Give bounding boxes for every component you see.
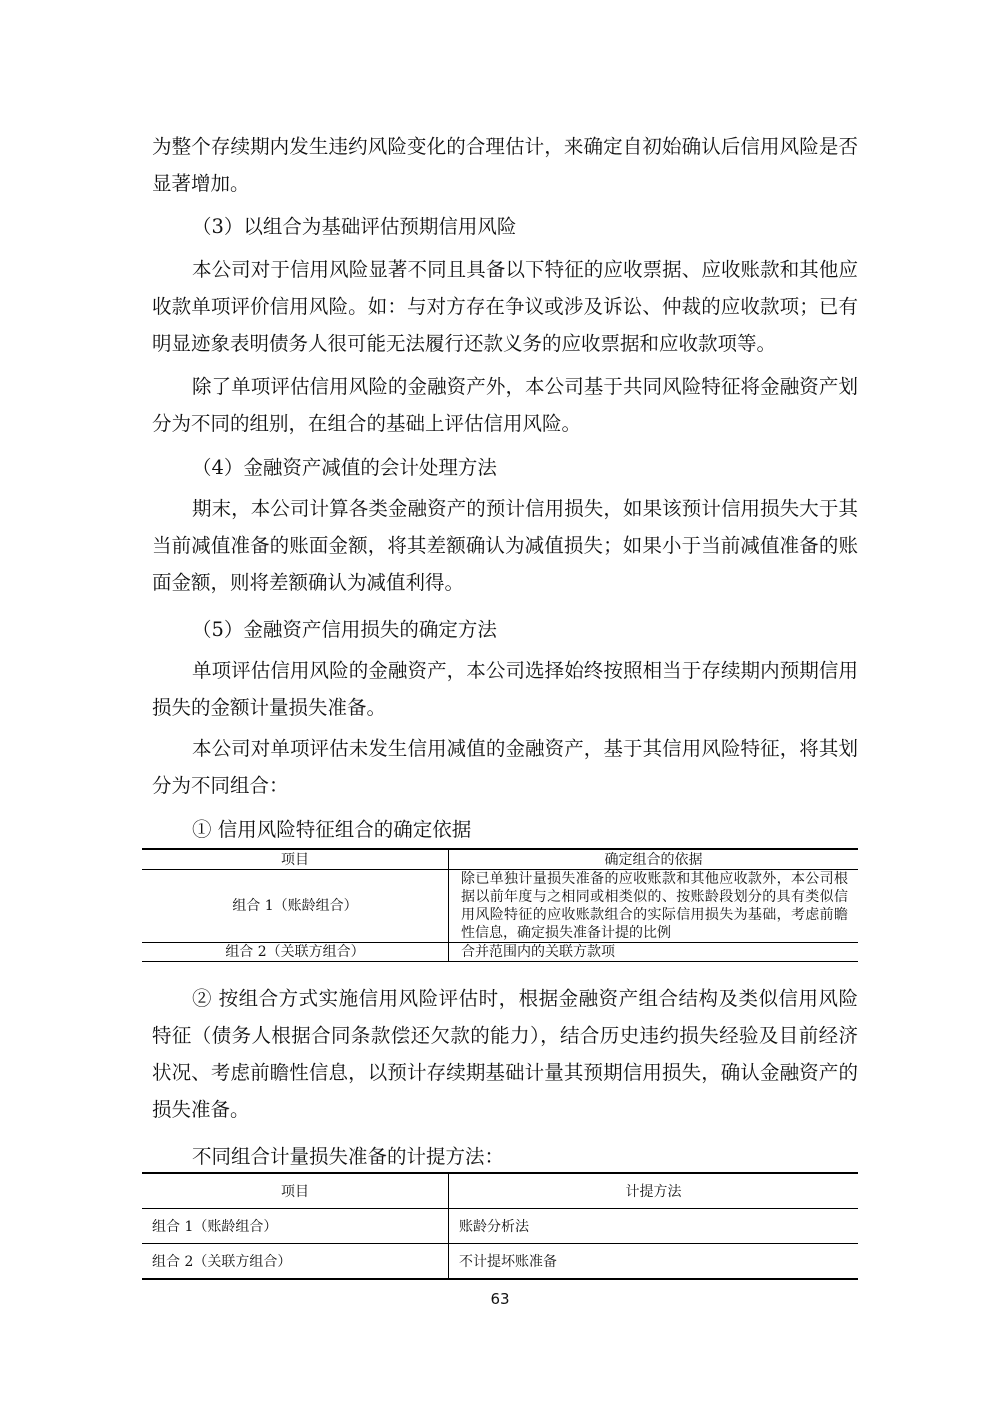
table-cell-method: 不计提坏账准备 xyxy=(449,1244,859,1280)
table-header-method: 计提方法 xyxy=(449,1173,859,1209)
section-heading-3: （3）以组合为基础评估预期信用风险 xyxy=(192,215,517,238)
paragraph-group-method: ② 按组合方式实施信用风险评估时，根据金融资产组合结构及类似信用风险特征（债务人根据合同条款偿还欠款的能力），结合历史违约损失经验及目前经济状况、考虑前瞻性信息，以预计存续期基础计量其预期信用损失，确认金融资产的损失准备。 xyxy=(152,987,858,1121)
paragraph-impairment-accounting: 期末，本公司计算各类金融资产的预计信用损失，如果该预计信用损失大于其当前减值准备的账面金额，将其差额确认为减值损失；如果小于当前减值准备的账面金额，则将差额确认为减值利得。 xyxy=(152,497,858,594)
paragraph-continuation: 为整个存续期内发生违约风险变化的合理估计，来确定自初始确认后信用风险是否显著增加。 xyxy=(152,135,858,195)
grouping-basis-table xyxy=(142,848,858,962)
page-number: 63 xyxy=(490,1290,510,1308)
provision-method-table xyxy=(142,1172,858,1280)
table-header-row xyxy=(142,1173,858,1209)
table-header-basis: 确定组合的依据 xyxy=(449,849,859,870)
table-cell-item: 组合 1（账龄组合） xyxy=(142,870,449,943)
paragraph-individual-loss: 单项评估信用风险的金融资产，本公司选择始终按照相当于存续期内预期信用损失的金额计量损失准备。 xyxy=(152,659,858,719)
table-cell-item: 组合 1（账龄组合） xyxy=(142,1209,449,1244)
table-header-item: 项目 xyxy=(142,1173,449,1209)
table2-caption: 不同组合计量损失准备的计提方法： xyxy=(192,1145,505,1168)
table-header-item: 项目 xyxy=(142,849,449,870)
table-cell-item: 组合 2（关联方组合） xyxy=(142,943,449,962)
table1-caption: ① 信用风险特征组合的确定依据 xyxy=(192,818,472,841)
paragraph-individual-assessment: 本公司对于信用风险显著不同且具备以下特征的应收票据、应收账款和其他应收款单项评价信用风险。如：与对方存在争议或涉及诉讼、仲裁的应收款项；已有明显迹象表明债务人很可能无法履行还款义务的应收票据和应收款项等。 xyxy=(152,258,858,355)
table-row xyxy=(142,943,858,962)
paragraph-grouping: 本公司对单项评估未发生信用减值的金融资产，基于其信用风险特征，将其划分为不同组合： xyxy=(152,737,858,797)
section-heading-4: （4）金融资产减值的会计处理方法 xyxy=(192,456,497,479)
table-header-row xyxy=(142,849,858,870)
table-row xyxy=(142,870,858,943)
table-cell-basis: 除已单独计量损失准备的应收账款和其他应收款外，本公司根据以前年度与之相同或相类似的、按账龄段划分的具有类似信用风险特征的应收账款组合的实际信用损失为基础，考虑前瞻性信息，确定损失准备计提的比例 xyxy=(449,870,859,943)
table-cell-method: 账龄分析法 xyxy=(449,1209,859,1244)
section-heading-5: （5）金融资产信用损失的确定方法 xyxy=(192,618,497,641)
table-cell-item: 组合 2（关联方组合） xyxy=(142,1244,449,1280)
table-row xyxy=(142,1244,858,1280)
table-cell-basis: 合并范围内的关联方款项 xyxy=(449,943,859,962)
table-row xyxy=(142,1209,858,1244)
paragraph-group-assessment: 除了单项评估信用风险的金融资产外，本公司基于共同风险特征将金融资产划分为不同的组别，在组合的基础上评估信用风险。 xyxy=(152,375,858,435)
